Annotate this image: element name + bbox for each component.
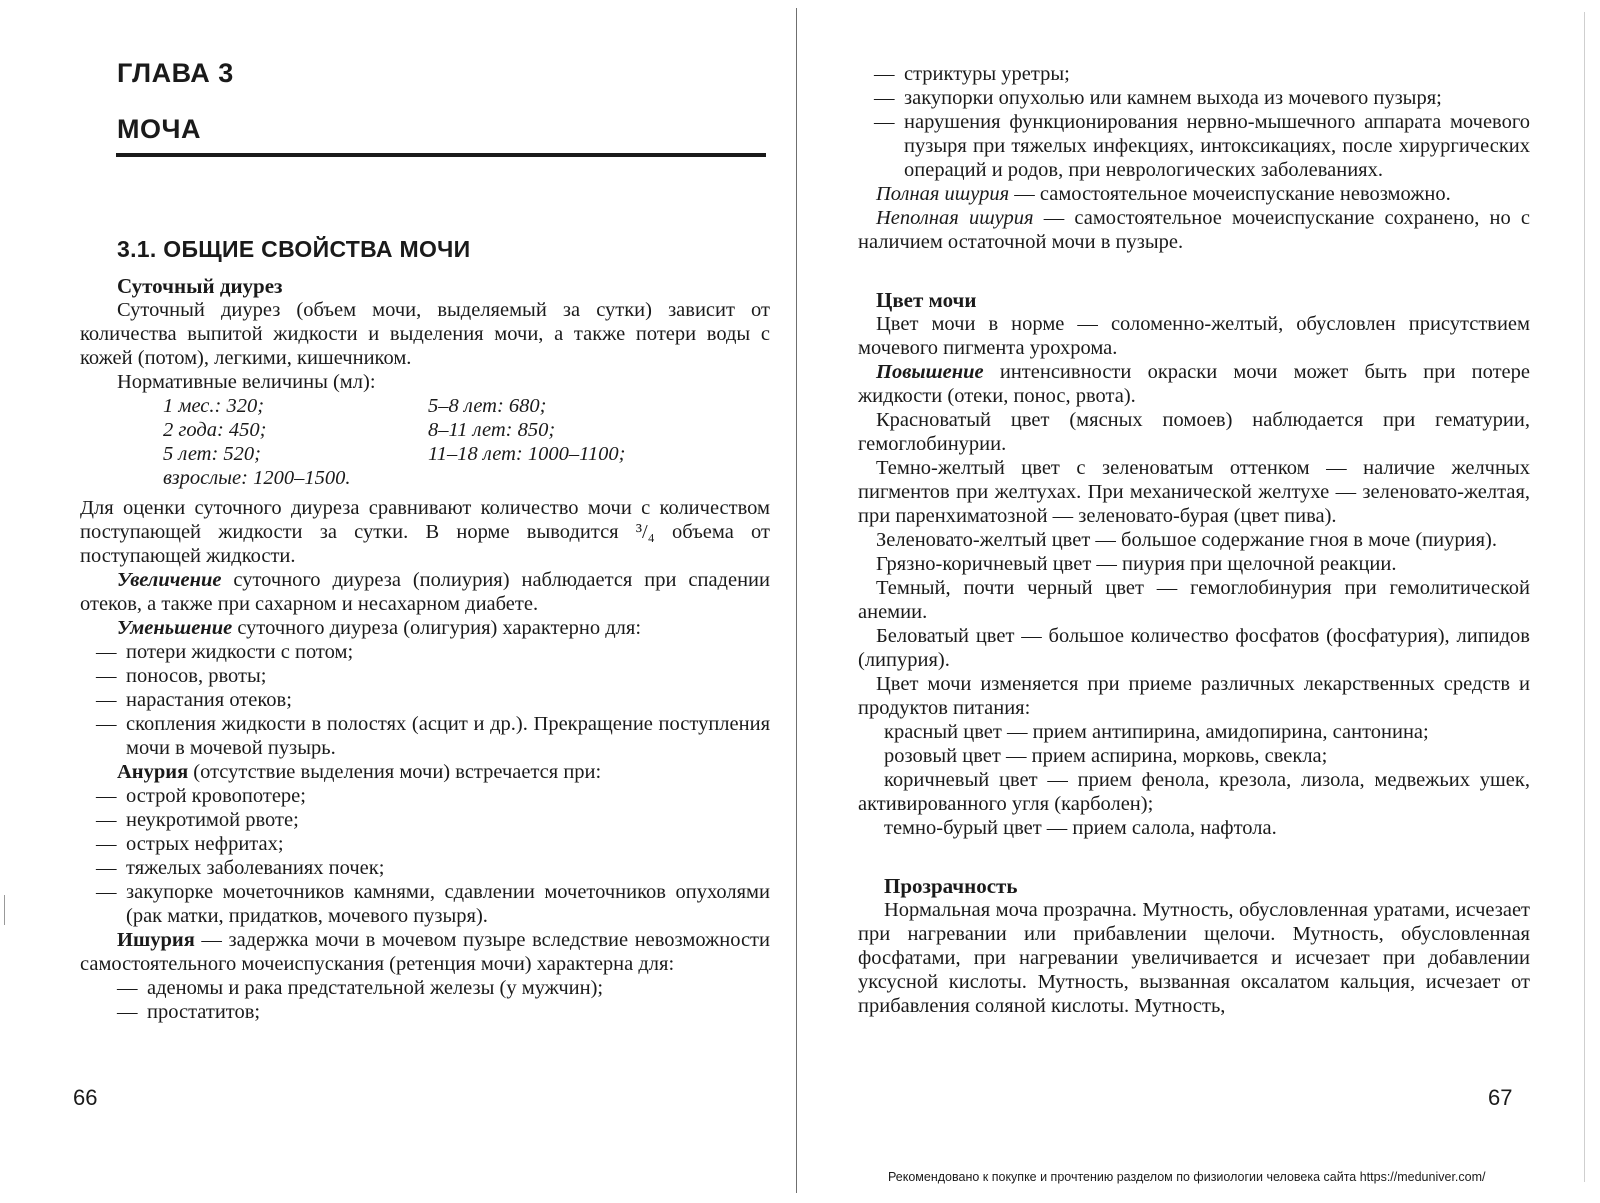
list-item: — простатитов; (80, 1000, 770, 1024)
paragraph (858, 360, 1530, 408)
paragraph (80, 616, 770, 640)
subheading-daily-diuresis: Суточный диурез (117, 274, 283, 298)
paragraph: Красноватый цвет (мясных помоев) наблюдается при гематурии, гемоглобинурии. (858, 409, 1530, 455)
paragraph: Беловатый цвет — большое количество фосфатов (фосфатурия), липидов (липурия). (858, 625, 1530, 671)
drug-color-line: темно-бурый цвет — прием салола, нафтола. (884, 817, 1277, 839)
paragraph-text: суточного диуреза (олигурия) характерно для: (232, 617, 642, 639)
paragraph: Цвет мочи изменяется при приеме различных лекарственных средств и продуктов питания: (858, 673, 1530, 719)
list-oliguria (80, 640, 770, 760)
norm-value: взрослые: 1200–1500. (163, 467, 351, 489)
footer-note: Рекомендовано к покупке и прочтению разделом по физиологии человека сайта https://meduniver.com/ (888, 1170, 1486, 1184)
paragraph (80, 928, 770, 976)
left-page (0, 0, 795, 1203)
paragraph (80, 568, 770, 616)
chapter-title: МОЧА (117, 114, 201, 144)
term: Ишурия (117, 929, 195, 951)
subheading-urine-color: Цвет мочи (876, 288, 977, 312)
term: Анурия (117, 761, 189, 783)
paragraph-text: (отсутствие выделения мочи) встречается при: (188, 761, 602, 783)
list-item-text: потери жидкости с потом; (126, 641, 354, 663)
drug-color-line: коричневый цвет — прием фенола, крезола, лизола, медвежьих ушек, активированного угля (карболен); (858, 769, 1530, 815)
paragraph: Нормативные величины (мл): (117, 371, 376, 393)
norms-table (80, 394, 770, 490)
list-ischuria-continued (858, 62, 1530, 182)
paragraph: Темно-желтый цвет с зеленоватым оттенком — наличие желчных пигментов при желтухах. При механической желтухе — зеленовато-желтая, при паренхиматозной — зеленовато-бурая (цвет пива). (858, 457, 1530, 527)
norm-value: 2 года: 450; (163, 419, 267, 441)
paragraph: Суточный диурез (объем мочи, выделяемый за сутки) зависит от количества выпитой жидкости и выделения мочи, а также потери воды с кожей (потом), легкими, кишечником. (80, 299, 770, 369)
list-item-text: закупорки опухолью или камнем выхода из мочевого пузыря; (904, 87, 1442, 109)
list-item-text: острой кровопотере; (126, 785, 306, 807)
norm-value: 5 лет: 520; (163, 443, 261, 465)
term: Неполная ишурия (876, 207, 1034, 229)
list-item-text: нарушения функционирования нервно-мышечного аппарата мочевого пузыря при тяжелых инфекциях, интоксикациях, после хирургических операций и родов, при неврологических заболеваниях. (904, 111, 1530, 181)
paragraph-text: — самостоятельное мочеиспускание сохранено, но с наличием остаточной мочи в пузыре. (858, 207, 1530, 253)
list-item: — аденомы и рака предстательной железы (у мужчин); (80, 976, 770, 1000)
list-item: — острой кровопотере; (80, 784, 770, 808)
list-item: — закупорке мочеточников камнями, сдавлении мочеточников опухолями (рак матки, придатков, мочевого пузыря). (96, 881, 770, 927)
list-item-text: поносов, рвоты; (126, 665, 267, 687)
list-item-text: аденомы и рака предстательной железы (у мужчин); (147, 977, 604, 999)
norm-value: 1 мес.: 320; (163, 395, 265, 417)
list-item: — стриктуры уретры; (858, 62, 1530, 86)
paragraph: Цвет мочи в норме — соломенно-желтый, обусловлен присутствием мочевого пигмента урохрома. (858, 313, 1530, 359)
list-item: — потери жидкости с потом; (80, 640, 770, 664)
paragraph: Грязно-коричневый цвет — пиурия при щелочной реакции. (876, 553, 1397, 575)
paragraph: Для оценки суточного диуреза сравнивают количество мочи с количеством поступающей жидкости за сутки. В норме выводится ³/₄ объема от поступающей жидкости. (80, 497, 770, 567)
paragraph (858, 182, 1530, 206)
paragraph: Зеленовато-желтый цвет — большое содержание гноя в моче (пиурия). (876, 529, 1497, 551)
subheading-clarity: Прозрачность (884, 874, 1018, 898)
list-item: — нарушения функционирования нервно-мышечного аппарата мочевого пузыря при тяжелых инфекциях, интоксикациях, после хирургических операций и родов, при неврологических заболеваниях. (874, 111, 1530, 181)
page-number: 67 (1488, 1085, 1513, 1110)
list-item: — неукротимой рвоте; (80, 808, 770, 832)
list-item: — поносов, рвоты; (80, 664, 770, 688)
paragraph-text: суточного диуреза (полиурия) наблюдается при спадении отеков, а также при сахарном и несахарном диабете. (80, 569, 770, 615)
list-item-text: тяжелых заболеваниях почек; (126, 857, 385, 879)
list-item-text: нарастания отеков; (126, 689, 292, 711)
paragraph: Темный, почти черный цвет — гемоглобинурия при гемолитической анемии. (858, 577, 1530, 623)
section-heading: 3.1. ОБЩИЕ СВОЙСТВА МОЧИ (117, 236, 471, 262)
list-item-text: скопления жидкости в полостях (асцит и др.). Прекращение поступления мочи в мочевой пузырь. (126, 713, 770, 759)
right-column (858, 62, 1530, 1018)
list-item: — тяжелых заболеваниях почек; (80, 856, 770, 880)
norm-value: 8–11 лет: 850; (428, 419, 556, 441)
paragraph-text: — задержка мочи в мочевом пузыре вследствие невозможности самостоятельного мочеиспускания (ретенция мочи) характерна для: (80, 929, 770, 975)
term: Уменьшение (117, 617, 233, 639)
list-item: — нарастания отеков; (80, 688, 770, 712)
drug-color-line: розовый цвет — прием аспирина, морковь, свекла; (884, 745, 1328, 767)
page-number: 66 (73, 1085, 98, 1110)
paragraph (80, 760, 770, 784)
paragraph (858, 206, 1530, 254)
list-item: — скопления жидкости в полостях (асцит и др.). Прекращение поступления мочи в мочевой пузырь. (96, 713, 770, 759)
list-anuria (80, 784, 770, 928)
norm-value: 5–8 лет: 680; (428, 395, 547, 417)
chapter-label: ГЛАВА 3 (117, 58, 234, 88)
left-column (80, 274, 770, 1024)
term: Полная ишурия (876, 183, 1010, 205)
list-item-text: неукротимой рвоте; (126, 809, 299, 831)
list-item: — острых нефритах; (80, 832, 770, 856)
list-item-text: закупорке мочеточников камнями, сдавлении мочеточников опухолями (рак матки, придатков, мочевого пузыря). (126, 881, 770, 927)
list-item-text: простатитов; (147, 1001, 261, 1023)
paragraph: Нормальная моча прозрачна. Мутность, обусловленная уратами, исчезает при нагревании или прибавлении щелочи. Мутность, обусловленная фосфатами, при нагревании увеличивается и исчезает при добавлении уксусной кислоты. Мутность, вызванная оксалатом кальция, исчезает от прибавления соляной кислоты. Мутность, (858, 899, 1530, 1017)
norm-value: 11–18 лет: 1000–1100; (428, 443, 626, 465)
paragraph-text: интенсивности окраски мочи может быть при потере жидкости (отеки, понос, рвота). (858, 361, 1530, 407)
list-ischuria (80, 976, 770, 1024)
paragraph-text: — самостоятельное мочеиспускание невозможно. (1009, 183, 1451, 205)
list-item-text: стриктуры уретры; (904, 63, 1070, 85)
list-item: — закупорки опухолью или камнем выхода из мочевого пузыря; (858, 86, 1530, 110)
drug-color-line: красный цвет — прием антипирина, амидопирина, сантонина; (884, 721, 1429, 743)
list-item-text: острых нефритах; (126, 833, 284, 855)
term: Повышение (876, 361, 984, 383)
chapter-rule (116, 153, 766, 157)
term: Увеличение (117, 569, 222, 591)
